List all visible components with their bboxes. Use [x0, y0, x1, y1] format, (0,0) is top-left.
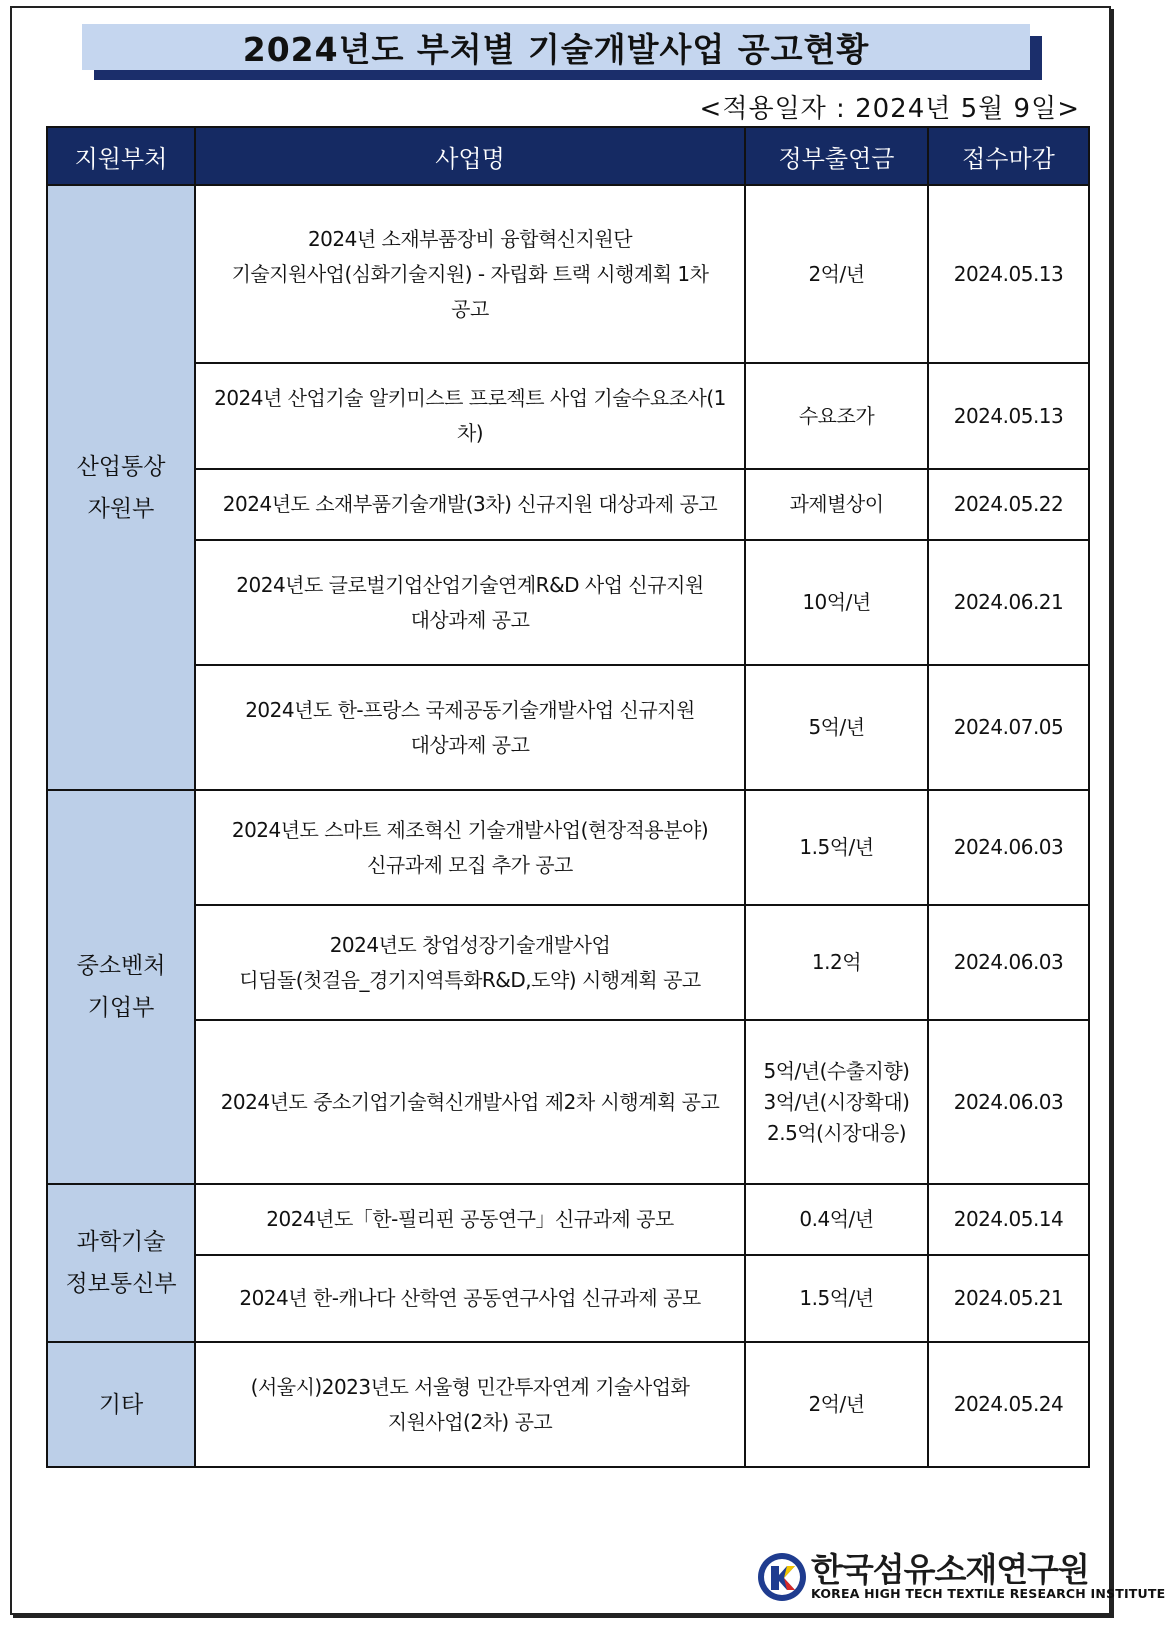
funding-cell: 1.5억/년	[745, 1255, 928, 1342]
table-row	[47, 665, 1089, 790]
institute-name: 한국섬유소재연구원	[811, 1550, 1089, 1589]
dept-label-line: 산업통상	[76, 453, 166, 480]
funding-cell: 1.2억	[745, 905, 928, 1020]
institute-emblem-icon	[757, 1552, 807, 1602]
funding-cell: 1.5억/년	[745, 790, 928, 905]
funding-cell: 10억/년	[745, 540, 928, 665]
table-row	[47, 1184, 1089, 1255]
deadline-cell: 2024.05.21	[928, 1255, 1089, 1342]
funding-cell: 수요조가	[745, 363, 928, 469]
funding-cell	[745, 1020, 928, 1184]
table-header-row	[47, 127, 1089, 185]
header-deadline: 접수마감	[928, 127, 1089, 185]
dept-cell-mss	[47, 790, 195, 1184]
deadline-cell: 2024.06.03	[928, 1020, 1089, 1184]
deadline-cell: 2024.05.14	[928, 1184, 1089, 1255]
table-row	[47, 185, 1089, 363]
apply-date: <적용일자 : 2024년 5월 9일>	[699, 94, 1080, 124]
deadline-cell: 2024.06.03	[928, 905, 1089, 1020]
funding-cell: 2억/년	[745, 185, 928, 363]
table-row	[47, 790, 1089, 905]
dept-cell-motie	[47, 185, 195, 790]
dept-label-line: 자원부	[87, 495, 155, 522]
program-name-cell: 2024년 한-캐나다 산학연 공동연구사업 신규과제 공모	[195, 1255, 745, 1342]
header-program-name: 사업명	[195, 127, 745, 185]
program-name-line: 2024년 소재부품장비 융합혁신지원단	[307, 226, 633, 251]
deadline-cell: 2024.06.03	[928, 790, 1089, 905]
deadline-cell: 2024.05.13	[928, 185, 1089, 363]
program-name-cell	[195, 1342, 745, 1467]
program-name-line: (서울시)2023년도 서울형 민간투자연계 기술사업화	[250, 1374, 690, 1399]
institute-name-english: KOREA HIGH TECH TEXTILE RESEARCH INSTITUTE	[811, 1586, 1165, 1601]
deadline-cell: 2024.05.13	[928, 363, 1089, 469]
table-row	[47, 1255, 1089, 1342]
funding-cell: 과제별상이	[745, 469, 928, 540]
program-name-cell	[195, 185, 745, 363]
funding-cell: 5억/년	[745, 665, 928, 790]
table-row	[47, 469, 1089, 540]
program-name-line: 2024년도 창업성장기술개발사업	[329, 932, 611, 957]
program-name-cell: 2024년도「한-필리핀 공동연구」신규과제 공모	[195, 1184, 745, 1255]
funding-cell: 0.4억/년	[745, 1184, 928, 1255]
table-row	[47, 1342, 1089, 1467]
program-name-line: 대상과제 공고	[410, 607, 530, 632]
program-name-cell	[195, 665, 745, 790]
header-funding: 정부출연금	[745, 127, 928, 185]
table-row	[47, 540, 1089, 665]
program-name-line: 지원사업(2차) 공고	[387, 1409, 553, 1434]
announcement-table	[46, 126, 1090, 1468]
program-name-line: 신규과제 모집 추가 공고	[367, 852, 573, 877]
program-name-cell: 2024년 산업기술 알키미스트 프로젝트 사업 기술수요조사(1차)	[195, 363, 745, 469]
funding-line: 5억/년(수출지향)	[763, 1058, 910, 1083]
table-row	[47, 363, 1089, 469]
table-row	[47, 1020, 1089, 1184]
funding-line: 2.5억(시장대응)	[766, 1120, 906, 1145]
program-name-line: 디딤돌(첫걸음_경기지역특화R&D,도약) 시행계획 공고	[239, 967, 701, 992]
page-title: 2024년도 부처별 기술개발사업 공고현황	[82, 24, 1030, 70]
program-name-cell	[195, 905, 745, 1020]
program-name-line: 2024년도 스마트 제조혁신 기술개발사업(현장적용분야)	[231, 817, 709, 842]
dept-cell-other: 기타	[47, 1342, 195, 1467]
table-row	[47, 905, 1089, 1020]
funding-cell: 2억/년	[745, 1342, 928, 1467]
program-name-cell	[195, 790, 745, 905]
dept-label-line: 정보통신부	[65, 1271, 177, 1297]
dept-label-line: 과학기술	[76, 1229, 166, 1255]
institute-logo	[757, 1548, 1165, 1608]
dept-label-line: 기업부	[87, 995, 155, 1021]
dept-cell-msit	[47, 1184, 195, 1342]
deadline-cell: 2024.07.05	[928, 665, 1089, 790]
program-name-cell	[195, 540, 745, 665]
program-name-line: 기술지원사업(심화기술지원) - 자립화 트랙 시행계획 1차	[231, 261, 709, 286]
program-name-line: 공고	[451, 296, 489, 321]
funding-line: 3억/년(시장확대)	[763, 1089, 910, 1114]
deadline-cell: 2024.06.21	[928, 540, 1089, 665]
dept-label-line: 중소벤처	[76, 953, 166, 979]
deadline-cell: 2024.05.22	[928, 469, 1089, 540]
title-banner	[82, 24, 1042, 80]
header-department: 지원부처	[47, 127, 195, 185]
program-name-line: 2024년도 한-프랑스 국제공동기술개발사업 신규지원	[245, 697, 695, 722]
program-name-cell: 2024년도 소재부품기술개발(3차) 신규지원 대상과제 공고	[195, 469, 745, 540]
program-name-line: 2024년도 글로벌기업산업기술연계R&D 사업 신규지원	[236, 572, 704, 597]
program-name-cell: 2024년도 중소기업기술혁신개발사업 제2차 시행계획 공고	[195, 1020, 745, 1184]
program-name-line: 대상과제 공고	[410, 732, 530, 757]
deadline-cell: 2024.05.24	[928, 1342, 1089, 1467]
